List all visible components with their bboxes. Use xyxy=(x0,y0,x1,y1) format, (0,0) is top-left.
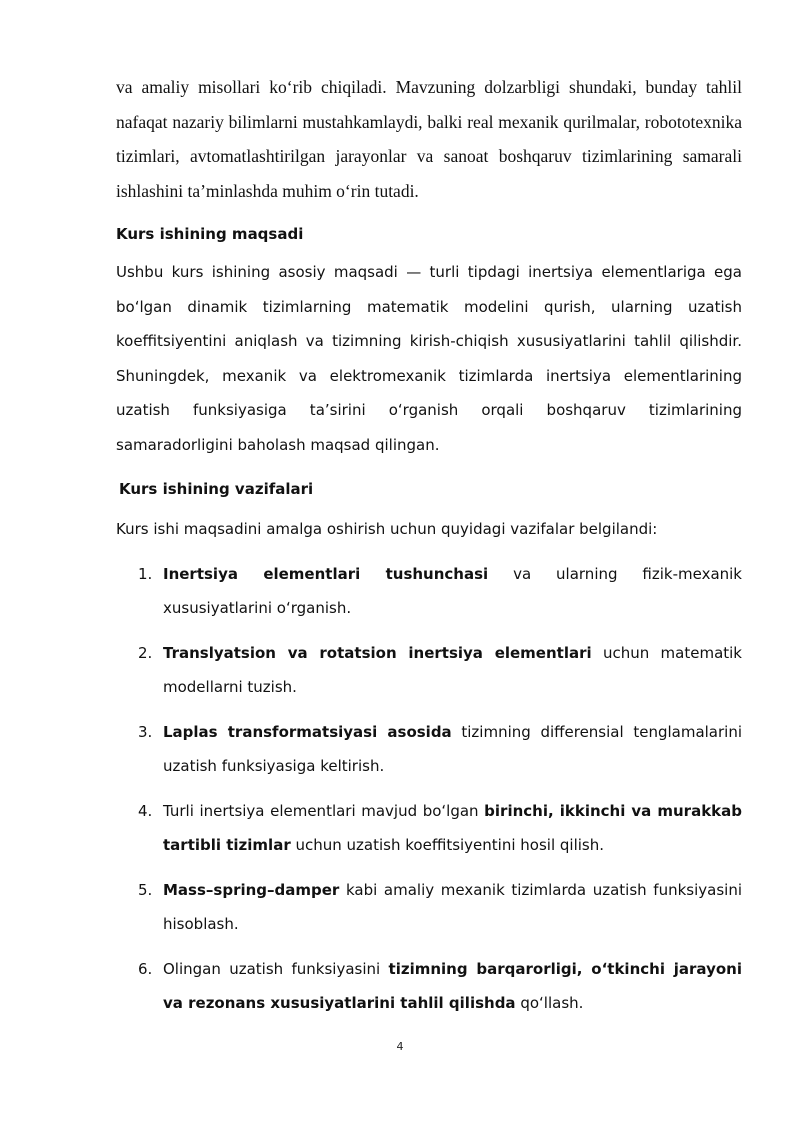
list-item xyxy=(116,952,742,1021)
task-list xyxy=(116,557,742,1021)
heading-maqsad: Kurs ishining maqsadi xyxy=(116,225,304,243)
list-item-bold: birinchi, ikkinchi va murakkab tartibli tizimlar xyxy=(163,801,742,854)
list-item xyxy=(116,636,742,705)
list-item-number: 1. xyxy=(138,564,153,583)
list-item-pre: Turli inertsiya elementlari mavjud boʻlgan xyxy=(163,801,485,820)
list-item-number: 6. xyxy=(138,959,153,978)
list-item-post: qoʻllash. xyxy=(515,994,584,1012)
list-item xyxy=(116,557,742,626)
list-item-number: 2. xyxy=(138,643,153,662)
list-item-post: uchun matematik modellarni tuzish. xyxy=(163,643,742,696)
list-item-bold: tizimning barqarorligi, oʻtkinchi jarayoni va rezonans xususiyatlarini tahlil qilishda xyxy=(163,959,742,1012)
list-item-post: uchun uzatish koeffitsiyentini hosil qilish. xyxy=(290,836,604,854)
list-item xyxy=(116,715,742,784)
list-item-number: 4. xyxy=(138,801,153,820)
intro-paragraph: va amaliy misollari koʻrib chiqiladi. Mavzuning dolzarbligi shundaki, bunday tahlil nafaqat nazariy bilimlarni mustahkamlaydi, balki real mexanik qurilmalar, robototexnika tizimlari, avtomatlashtirilgan jarayonlar va sanoat boshqaruv tizimlarining samarali ishlashini taʼminlashda muhim oʻrin tutadi. xyxy=(116,77,742,201)
list-item-bold: Laplas transformatsiyasi asosida xyxy=(163,722,452,741)
document-page xyxy=(116,70,742,1031)
paragraph-maqsad: Ushbu kurs ishining asosiy maqsadi — turli tipdagi inertsiya elementlariga ega boʻlgan dinamik tizimlarning matematik modelini qurish, ularning uzatish koeffitsiyentini aniqlash va tizimning kirish-chiqish xususiyatlarini tahlil qilishdir. Shuningdek, mexanik va elektromexanik tizimlarda inertsiya elementlarining uzatish funksiyasiga taʼsirini oʻrganish orqali boshqaruv tizimlarining samaradorligini baholash maqsad qilingan. xyxy=(116,263,742,454)
page-number: 4 xyxy=(396,1040,404,1053)
list-item-post: va ularning fizik-mexanik xususiyatlarini oʻrganish. xyxy=(163,564,742,617)
list-item-bold: Mass–spring–damper xyxy=(163,880,340,899)
list-item-pre: Olingan uzatish funksiyasini xyxy=(163,959,389,978)
list-item-post: kabi amaliy mexanik tizimlarda uzatish funksiyasini hisoblash. xyxy=(163,880,742,933)
list-item-number: 5. xyxy=(138,880,153,899)
list-item xyxy=(116,794,742,863)
heading-vazifalar: Kurs ishining vazifalari xyxy=(119,480,314,498)
paragraph-vazifalar-intro: Kurs ishi maqsadini amalga oshirish uchun quyidagi vazifalar belgilandi: xyxy=(116,520,658,538)
list-item-bold: Inertsiya elementlari tushunchasi xyxy=(163,564,489,583)
list-item-bold: Translyatsion va rotatsion inertsiya elementlari xyxy=(163,643,592,662)
list-item-post: tizimning differensial tenglamalarini uzatish funksiyasiga keltirish. xyxy=(163,722,743,775)
list-item-number: 3. xyxy=(138,722,153,741)
list-item xyxy=(116,873,742,942)
